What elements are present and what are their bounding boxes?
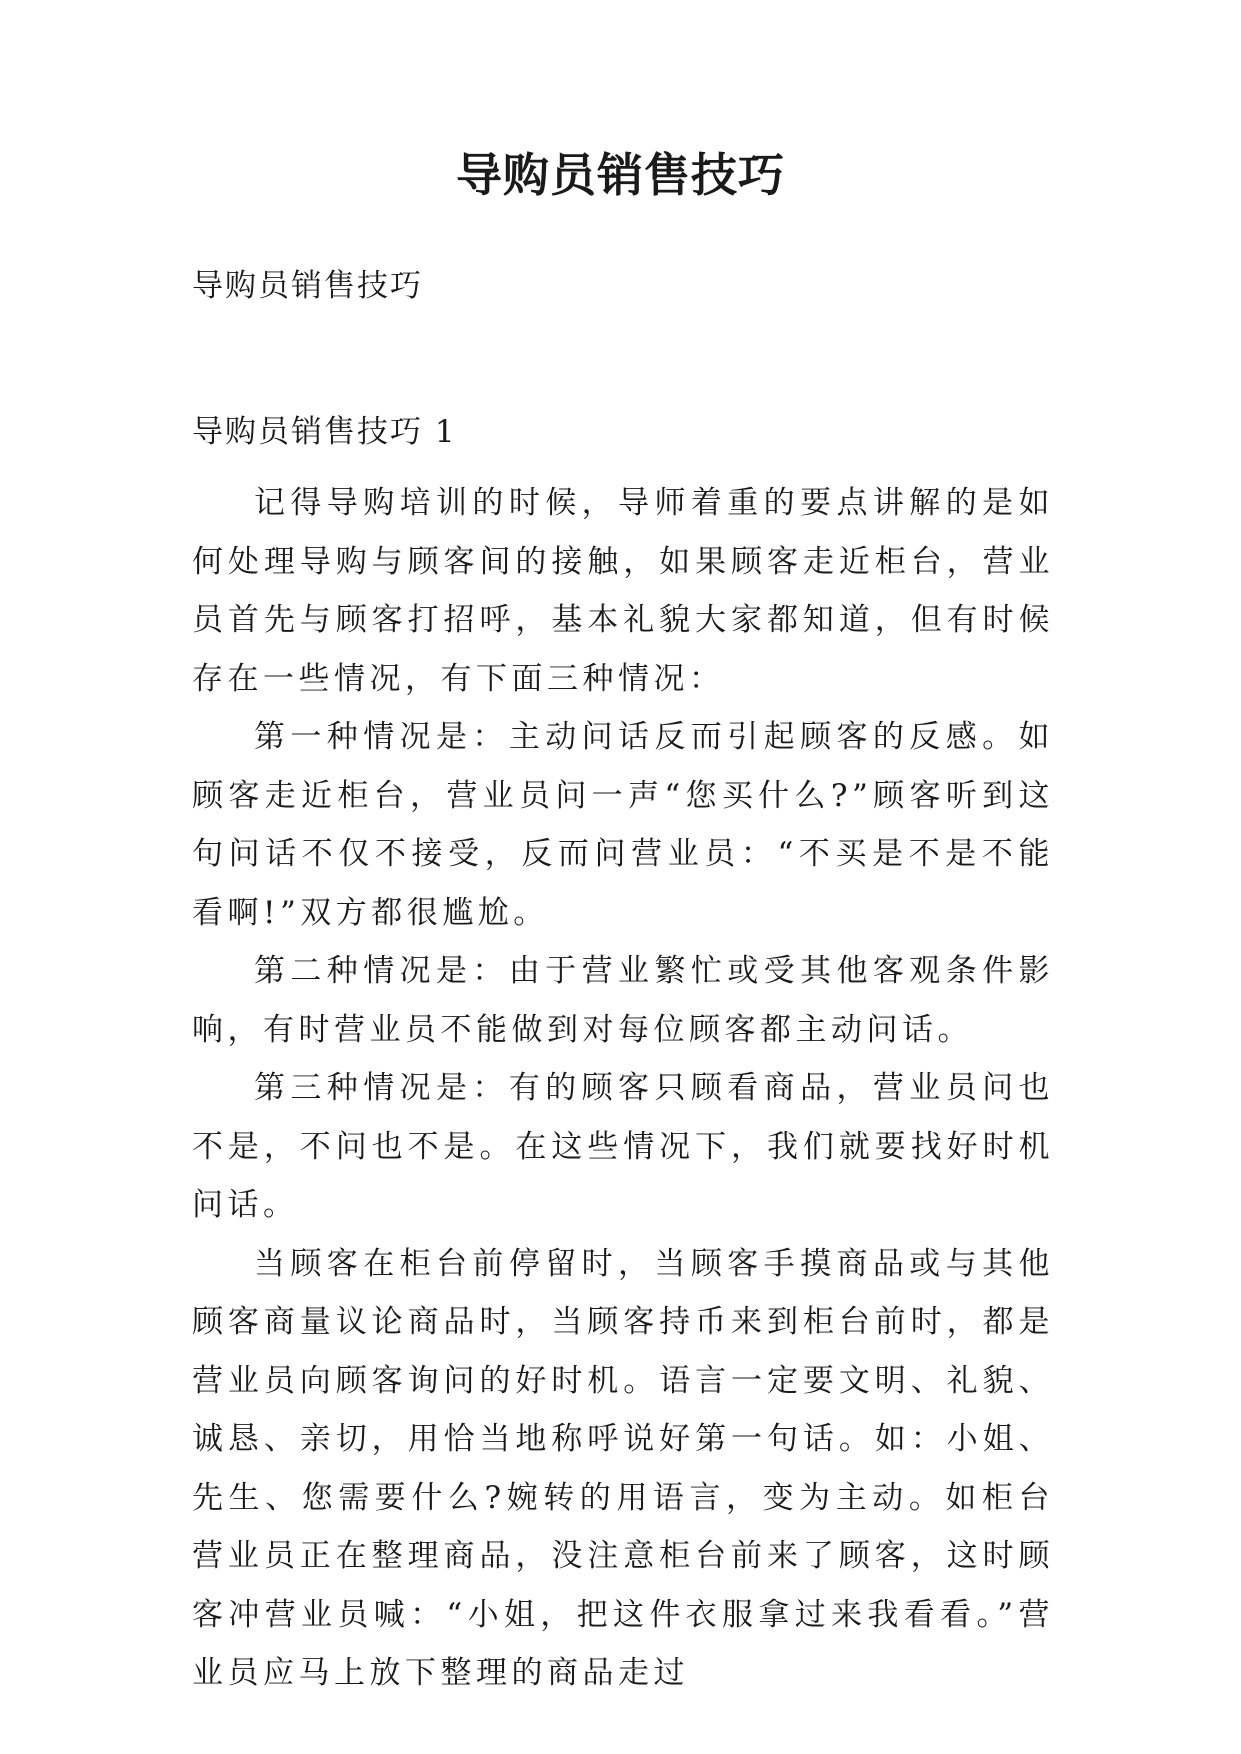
section-heading: 导购员销售技巧 1 — [192, 414, 457, 450]
paragraph-5: 当顾客在柜台前停留时，当顾客手摸商品或与其他顾客商量议论商品时，当顾客持币来到柜台前时，都是营业员向顾客询问的好时机。语言一定要文明、礼貌、诚恳、亲切，用恰当地称呼说好第一句话。如：小姐、先生、您需要什么?婉转的用语言，变为主动。如柜台营业员正在整理商品，没注意柜台前来了顾客，这时顾客冲营业员喊：“小姐，把这件衣服拿过来我看看。”营业员应马上放下整理的商品走过 — [192, 1245, 1054, 1691]
paragraph-3: 第二种情况是：由于营业繁忙或受其他客观条件影响，有时营业员不能做到对每位顾客都主动问话。 — [192, 953, 1054, 1048]
paragraph-2: 第一种情况是：主动问话反而引起顾客的反感。如顾客走近柜台，营业员问一声“您买什么?”顾客听到这句问话不仅不接受，反而问营业员：“不买是不是不能看啊!”双方都很尴尬。 — [192, 719, 1054, 931]
paragraph-1: 记得导购培训的时候，导师着重的要点讲解的是如何处理导购与顾客间的接触，如果顾客走近柜台，营业员首先与顾客打招呼，基本礼貌大家都知道，但有时候存在一些情况，有下面三种情况： — [192, 485, 1054, 697]
paragraph-4: 第三种情况是：有的顾客只顾看商品，营业员问也不是，不问也不是。在这些情况下，我们就要找好时机问话。 — [192, 1070, 1054, 1223]
body-text — [192, 474, 1054, 1703]
document-subtitle: 导购员销售技巧 — [192, 268, 423, 304]
document-title: 导购员销售技巧 — [456, 148, 785, 202]
